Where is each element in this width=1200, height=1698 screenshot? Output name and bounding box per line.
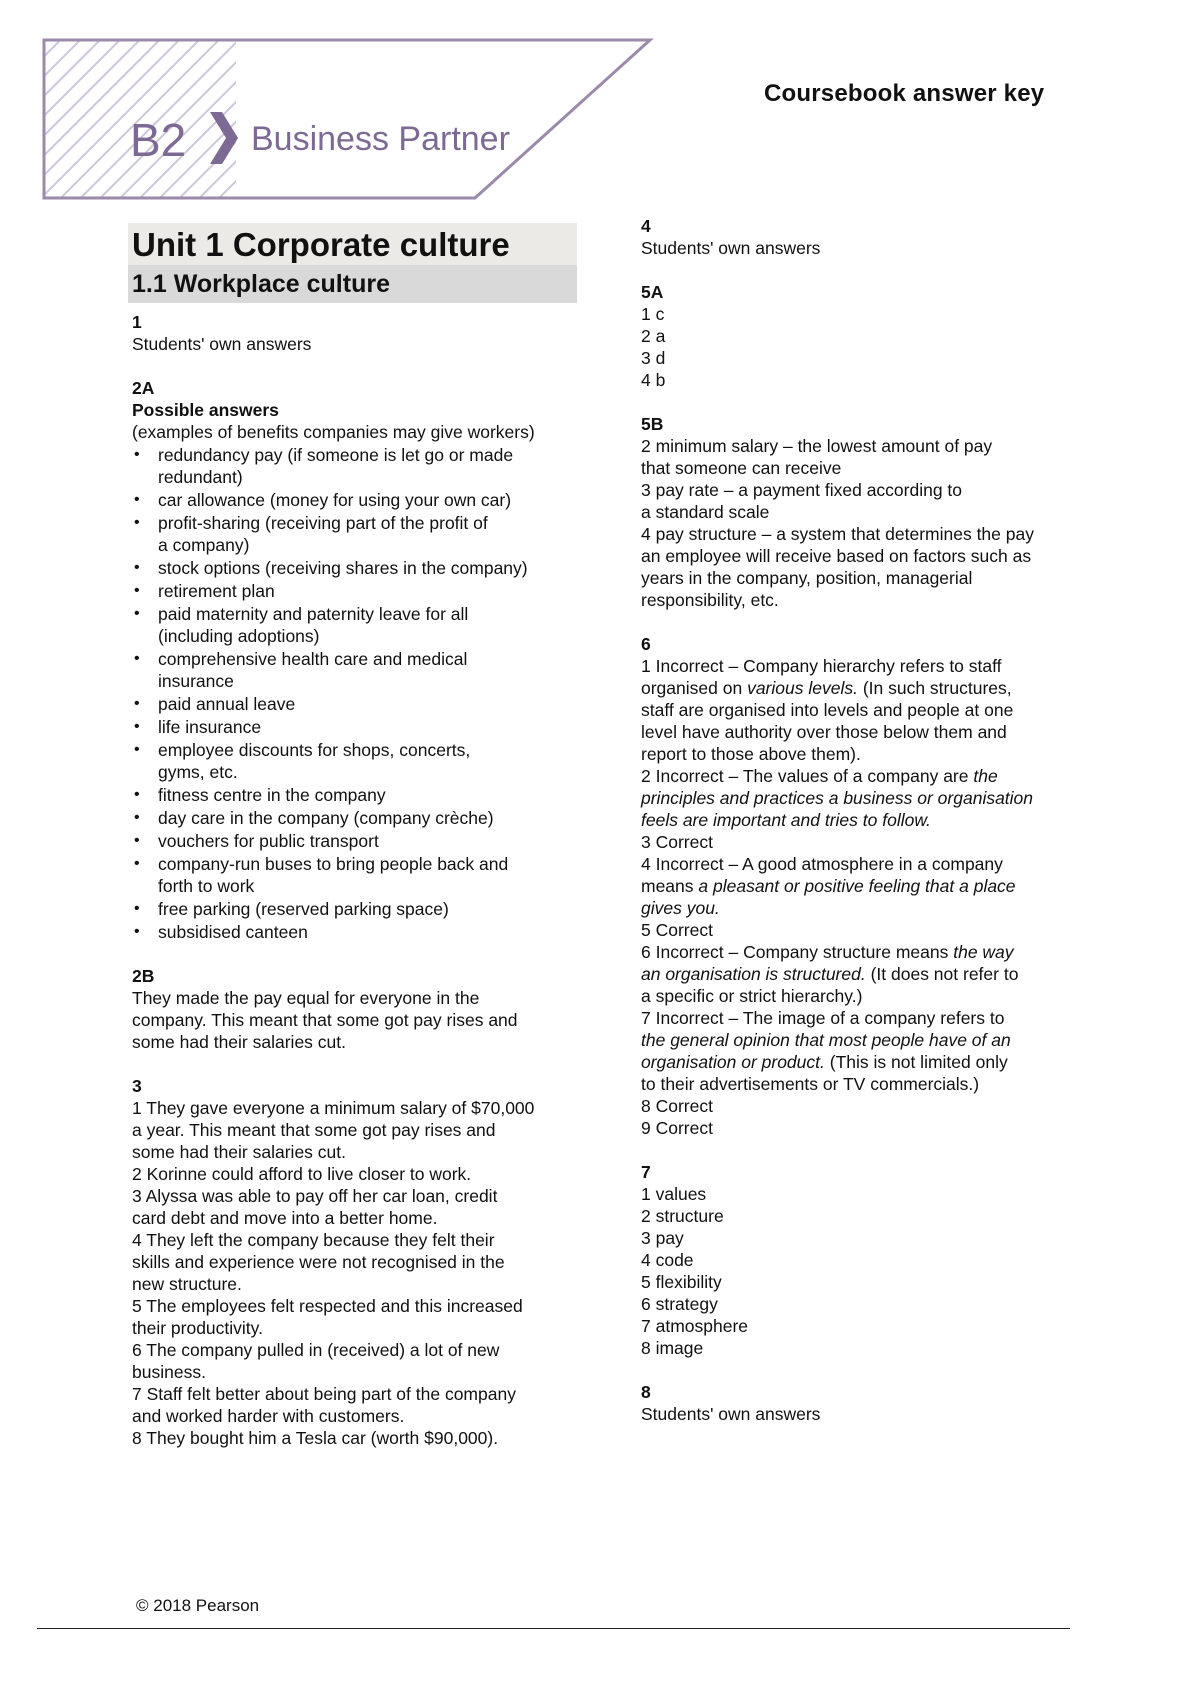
- answer-line: that someone can receive: [641, 458, 842, 478]
- benefit-text: a company): [158, 535, 250, 555]
- answer-line: [641, 1007, 1091, 1029]
- answer-line: [641, 809, 1091, 831]
- answer-line: business.: [132, 1362, 206, 1382]
- question-6: [641, 633, 1091, 1139]
- question-label: 2A: [132, 378, 155, 398]
- text-segment: report to those above them).: [641, 744, 861, 764]
- question-label: 2B: [132, 966, 155, 986]
- benefit-item: [132, 580, 572, 602]
- benefit-text: • employee discounts for shops, concerts,: [158, 740, 471, 760]
- benefit-item: [132, 512, 572, 556]
- benefit-text: • car allowance (money for using your own car): [158, 490, 512, 510]
- benefit-text: • stock options (receiving shares in the company): [158, 558, 528, 578]
- benefit-item: [132, 807, 572, 829]
- benefit-text: • paid annual leave: [158, 694, 296, 714]
- answer-line: They made the pay equal for everyone in the: [132, 988, 480, 1008]
- answer-line: [641, 1073, 1091, 1095]
- answer-line: 5 flexibility: [641, 1272, 722, 1292]
- benefit-item: [132, 489, 572, 511]
- italic-text: organisation or product.: [641, 1052, 825, 1072]
- text-segment: 6 Incorrect – Company structure means: [641, 942, 954, 962]
- question-label: 7: [641, 1162, 651, 1182]
- text-segment: 5 Correct: [641, 920, 713, 940]
- answer-line: 2 a: [641, 326, 666, 346]
- answer-line: and worked harder with customers.: [132, 1406, 405, 1426]
- answer-line: skills and experience were not recognised in the: [132, 1252, 505, 1272]
- question-3: [132, 1075, 572, 1449]
- benefit-text: redundant): [158, 467, 243, 487]
- benefit-item: [132, 603, 572, 647]
- unit-title: Unit 1 Corporate culture: [128, 223, 577, 265]
- benefit-text: • fitness centre in the company: [158, 785, 386, 805]
- benefit-item: [132, 716, 572, 738]
- question-7: [641, 1161, 1091, 1359]
- italic-text: feels are important and tries to follow.: [641, 810, 931, 830]
- benefit-item: [132, 648, 572, 692]
- logo-level: B2: [130, 114, 187, 166]
- benefit-item: [132, 853, 572, 897]
- italic-text: various levels.: [747, 678, 858, 698]
- answer-line: [641, 1029, 1091, 1051]
- answer-line: Students' own answers: [132, 334, 312, 354]
- right-column: [641, 215, 1091, 1447]
- answer-line: 7 atmosphere: [641, 1316, 749, 1336]
- answer-line: 6 The company pulled in (received) a lot of new: [132, 1340, 500, 1360]
- answer-line: 2 structure: [641, 1206, 724, 1226]
- answer-line: 8 They bought him a Tesla car (worth $90,000).: [132, 1428, 499, 1448]
- text-segment: 7 Incorrect – The image of a company refers to: [641, 1008, 1005, 1028]
- answer-line: 1 They gave everyone a minimum salary of $70,000: [132, 1098, 535, 1118]
- answer-line: [641, 985, 1091, 1007]
- answer-line: [641, 963, 1091, 985]
- answer-line: 2 minimum salary – the lowest amount of pay: [641, 436, 993, 456]
- answer-intro: (examples of benefits companies may give workers): [132, 422, 535, 442]
- benefit-item: [132, 830, 572, 852]
- italic-text: principles and practices a business or organisation: [641, 788, 1034, 808]
- benefit-item: [132, 557, 572, 579]
- answer-line: 5 The employees felt respected and this increased: [132, 1296, 523, 1316]
- text-segment: 4 Incorrect – A good atmosphere in a company: [641, 854, 1003, 874]
- italic-text: an organisation is structured.: [641, 964, 866, 984]
- text-segment: to their advertisements or TV commercials.): [641, 1074, 980, 1094]
- italic-text: a pleasant or positive feeling that a place: [698, 876, 1016, 896]
- answer-line: 4 pay structure – a system that determines the pay: [641, 524, 1034, 544]
- benefit-text: • subsidised canteen: [158, 922, 308, 942]
- benefit-item: [132, 921, 572, 943]
- benefit-text: • comprehensive health care and medical: [158, 649, 468, 669]
- text-segment: 3 Correct: [641, 832, 713, 852]
- answer-line: a standard scale: [641, 502, 770, 522]
- answer-line: [641, 721, 1091, 743]
- answer-line: some had their salaries cut.: [132, 1142, 346, 1162]
- answer-line: responsibility, etc.: [641, 590, 779, 610]
- text-segment: a specific or strict hierarchy.): [641, 986, 863, 1006]
- answer-line: [641, 897, 1091, 919]
- benefit-text: insurance: [158, 671, 234, 691]
- benefit-item: [132, 898, 572, 920]
- answer-line: 3 pay: [641, 1228, 684, 1248]
- question-2a: [132, 377, 572, 943]
- question-label: 4: [641, 216, 651, 236]
- benefit-text: • vouchers for public transport: [158, 831, 379, 851]
- answer-line: [641, 831, 1091, 853]
- text-segment: 1 Incorrect – Company hierarchy refers to staff: [641, 656, 1002, 676]
- italic-text: the way: [953, 942, 1014, 962]
- answer-line: 3 d: [641, 348, 666, 368]
- answer-line: 4 code: [641, 1250, 694, 1270]
- benefit-text: • free parking (reserved parking space): [158, 899, 449, 919]
- question-1: [132, 311, 572, 355]
- answer-line: 1 values: [641, 1184, 707, 1204]
- answer-line: 1 c: [641, 304, 665, 324]
- logo-brand-name: Business Partner: [251, 120, 510, 158]
- text-segment: (This is not limited only: [824, 1052, 1008, 1072]
- answer-line: [641, 765, 1091, 787]
- answer-line: [641, 1117, 1091, 1139]
- text-segment: means: [641, 876, 699, 896]
- answer-line: Students' own answers: [641, 238, 821, 258]
- question-label: 6: [641, 634, 651, 654]
- answer-line: 7 Staff felt better about being part of the company: [132, 1384, 516, 1404]
- benefit-text: • day care in the company (company crèche): [158, 808, 494, 828]
- benefit-text: gyms, etc.: [158, 762, 238, 782]
- answer-line: 8 image: [641, 1338, 704, 1358]
- answer-line: [641, 787, 1091, 809]
- question-label: 8: [641, 1382, 651, 1402]
- text-segment: (It does not refer to: [865, 964, 1019, 984]
- italic-text: the: [973, 766, 998, 786]
- answer-line: 6 strategy: [641, 1294, 718, 1314]
- benefit-text: • redundancy pay (if someone is let go or made: [158, 445, 514, 465]
- answer-line: [641, 1051, 1091, 1073]
- answer-line: [641, 875, 1091, 897]
- answer-line: [641, 743, 1091, 765]
- question-5a: [641, 281, 1091, 391]
- question-label: 5A: [641, 282, 664, 302]
- text-segment: 2 Incorrect – The values of a company are: [641, 766, 974, 786]
- benefit-text: forth to work: [158, 876, 255, 896]
- answer-line: years in the company, position, managerial: [641, 568, 973, 588]
- text-segment: 8 Correct: [641, 1096, 713, 1116]
- text-segment: organised on: [641, 678, 748, 698]
- answer-line: their productivity.: [132, 1318, 263, 1338]
- answer-line: a year. This meant that some got pay rises and: [132, 1120, 496, 1140]
- answer-line: [641, 853, 1091, 875]
- italic-text: gives you.: [641, 898, 720, 918]
- answer-line: 3 pay rate – a payment fixed according to: [641, 480, 963, 500]
- answer-line: [641, 655, 1091, 677]
- answer-line: company. This meant that some got pay rises and: [132, 1010, 518, 1030]
- answer-line: 2 Korinne could afford to live closer to work.: [132, 1164, 472, 1184]
- benefit-text: (including adoptions): [158, 626, 320, 646]
- benefit-text: • company-run buses to bring people back and: [158, 854, 509, 874]
- answer-line: 3 Alyssa was able to pay off her car loan, credit: [132, 1186, 498, 1206]
- benefit-text: • retirement plan: [158, 581, 275, 601]
- italic-text: the general opinion that most people have of an: [641, 1030, 1011, 1050]
- answer-line: [641, 699, 1091, 721]
- possible-answers-heading: Possible answers: [132, 400, 279, 420]
- answer-line: new structure.: [132, 1274, 242, 1294]
- answer-line: 4 They left the company because they felt their: [132, 1230, 495, 1250]
- benefit-text: • life insurance: [158, 717, 262, 737]
- benefit-text: • profit-sharing (receiving part of the profit of: [158, 513, 488, 533]
- answer-line: some had their salaries cut.: [132, 1032, 346, 1052]
- benefit-item: [132, 784, 572, 806]
- question-2b: [132, 965, 572, 1053]
- question-8: [641, 1381, 1091, 1425]
- question-4: [641, 215, 1091, 259]
- answer-line: [641, 941, 1091, 963]
- footer-divider: [37, 1628, 1070, 1629]
- section-title: 1.1 Workplace culture: [128, 265, 577, 303]
- benefit-item: [132, 693, 572, 715]
- answer-line: [641, 1095, 1091, 1117]
- answer-line: [641, 919, 1091, 941]
- header-banner: [0, 0, 700, 210]
- benefit-item: [132, 739, 572, 783]
- text-segment: level have authority over those below them and: [641, 722, 1007, 742]
- question-label: 1: [132, 312, 142, 332]
- text-segment: staff are organised into levels and people at one: [641, 700, 1014, 720]
- question-5b: [641, 413, 1091, 611]
- left-column: [132, 223, 572, 1471]
- benefit-text: • paid maternity and paternity leave for all: [158, 604, 469, 624]
- text-segment: 9 Correct: [641, 1118, 713, 1138]
- question-label: 5B: [641, 414, 664, 434]
- document-type-title: Coursebook answer key: [764, 80, 1045, 107]
- text-segment: (In such structures,: [857, 678, 1012, 698]
- answer-line: card debt and move into a better home.: [132, 1208, 438, 1228]
- question-label: 3: [132, 1076, 142, 1096]
- answer-line: [641, 677, 1091, 699]
- benefits-list: [132, 444, 572, 943]
- answer-line: an employee will receive based on factors such as: [641, 546, 1032, 566]
- copyright: © 2018 Pearson: [136, 1596, 260, 1615]
- answer-line: Students' own answers: [641, 1404, 821, 1424]
- benefit-item: [132, 444, 572, 488]
- answer-line: 4 b: [641, 370, 666, 390]
